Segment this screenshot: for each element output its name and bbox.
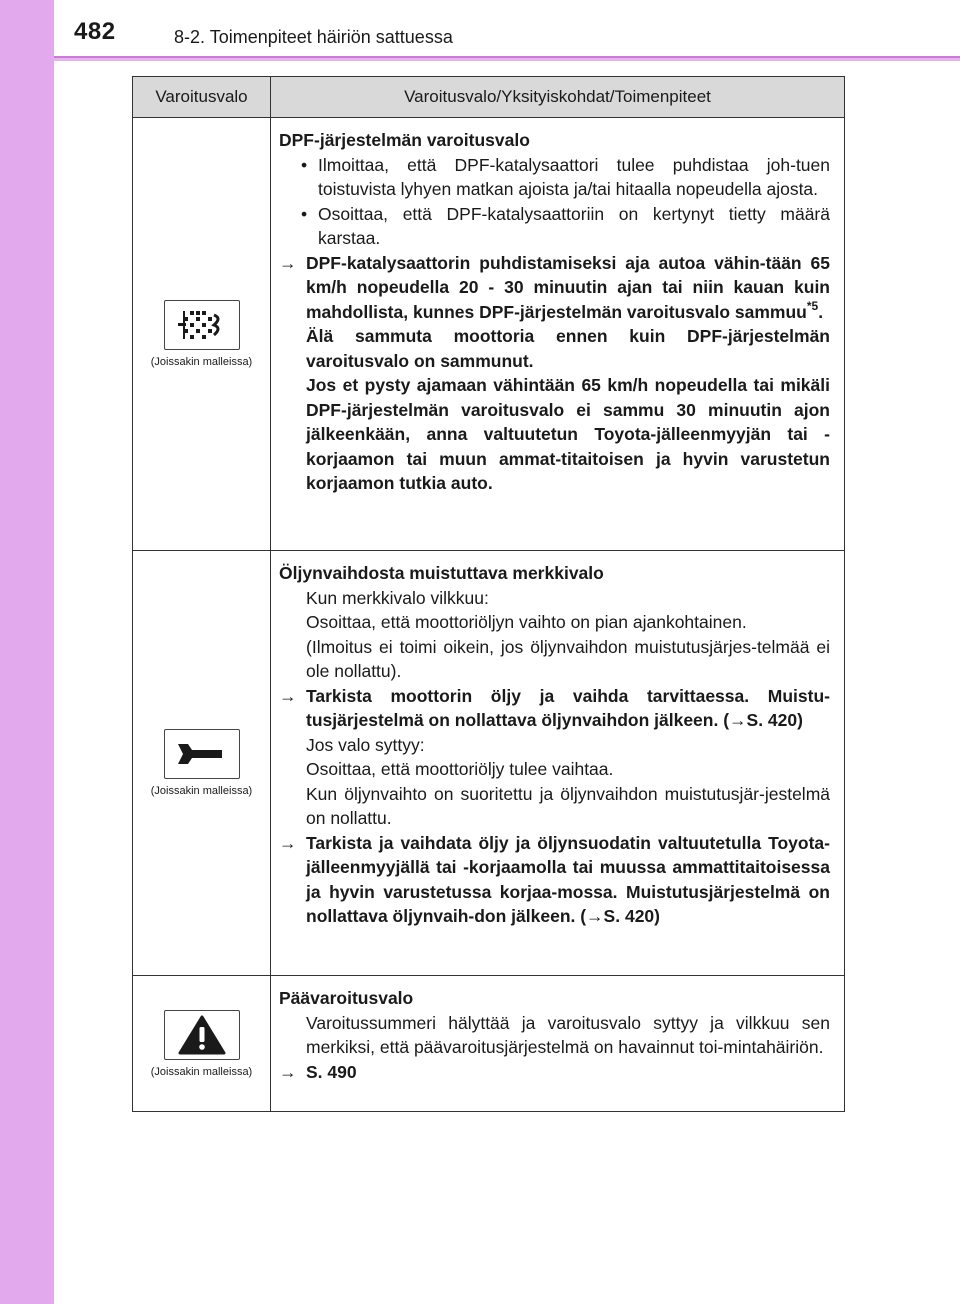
bold-note: Jos et pysty ajamaan vähintään 65 km/h nopeudella tai mikäli DPF-järjestelmän varoitusvalo ei sammu 30 minuutin ajon jälkeenkään, anna valtuutetun Toyota-jälleenmyyjän tai -korjaamon tai muun ammat-titaitoisen ja hyvin varustetun korjaamon tutkia auto. <box>306 375 830 493</box>
list-item <box>279 153 830 202</box>
action-instruction <box>279 251 830 325</box>
arrow-icon: → <box>279 685 297 706</box>
detail-line: Osoittaa, että moottoriöljy tulee vaihtaa. <box>306 759 614 779</box>
icon-cell <box>133 118 271 551</box>
action-text: DPF-katalysaattorin puhdistamiseksi aja autoa vähin-tään 65 km/h nopeudella 20 - 30 minuutin ajan tai niin kauan kuin mahdollista, kunnes DPF-järjestelmän varoitusvalo sammuu <box>306 252 830 322</box>
action-end: . <box>818 301 824 322</box>
row-title: Päävaroitusvalo <box>279 988 414 1008</box>
action-instruction <box>279 831 830 929</box>
warning-lights-table <box>132 76 845 1112</box>
table-row-master-warning <box>133 976 845 1112</box>
detail-line: Osoittaa, että moottoriöljyn vaihto on pian ajankohtainen. <box>306 612 747 632</box>
master-warning-icon <box>164 1010 240 1060</box>
detail-line: Varoitussummeri hälyttää ja varoitusvalo syttyy ja vilkkuu sen merkiksi, että päävaroitusjärjestelmä on havainnut toi-mintahäiriön. <box>306 1012 830 1057</box>
bullet-symbol: • <box>301 154 308 175</box>
table-row-dpf <box>133 118 845 551</box>
arrow-icon: → <box>279 1061 297 1082</box>
action-text: S. 490 <box>306 1061 357 1082</box>
arrow-icon: → <box>279 832 297 853</box>
wrench-icon <box>164 729 240 779</box>
detail-line: Kun merkkivalo vilkkuu: <box>306 587 489 608</box>
action-instruction <box>279 1060 830 1085</box>
row-title: Öljynvaihdosta muistuttava merkkivalo <box>279 563 604 583</box>
bullet-text: Ilmoittaa, että DPF-katalysaattori tulee puhdistaa joh-tuen toistuvista lyhyen matkan ajoista ja/tai hitaalla nopeudella ajosta. <box>318 154 830 199</box>
side-color-band <box>0 0 54 1304</box>
icon-caption: (Joissakin malleissa) <box>150 785 253 797</box>
arrow-icon: → <box>279 252 297 273</box>
icon-caption: (Joissakin malleissa) <box>150 1065 253 1078</box>
list-item <box>279 202 830 251</box>
details-cell <box>271 976 845 1112</box>
details-cell <box>271 551 845 976</box>
table-header-row <box>133 77 845 118</box>
detail-line: Jos valo syttyy: <box>306 734 425 755</box>
footnote-marker: *5 <box>806 298 819 313</box>
action-instruction <box>279 684 830 733</box>
bullet-list <box>279 153 830 251</box>
bullet-text: Osoittaa, että DPF-katalysaattoriin on kertynyt tietty määrä karstaa. <box>318 203 830 248</box>
table-row-oil-change <box>133 551 845 976</box>
header-divider-band <box>54 58 960 61</box>
detail-line: Kun öljynvaihto on suoritettu ja öljynvaihdon muistutusjär-jestelmä on nollattu. <box>306 783 830 828</box>
row-title: DPF-järjestelmän varoitusvalo <box>279 130 530 150</box>
detail-line: (Ilmoitus ei toimi oikein, jos öljynvaihdon muistutusjärjes-telmää ei ole nollattu). <box>306 636 830 681</box>
dpf-filter-warning-icon <box>164 300 240 350</box>
page-header <box>54 0 960 58</box>
action-text: Tarkista ja vaihdata öljy ja öljynsuodatin valtuutetulla Toyota-jälleenmyyjällä tai -korjaamolla tai muussa ammattitaitoisessa ja hyvin varustetussa korjaa-mossa. Muistutusjärjestelmä on nollattava öljynvaih-don jälkeen. (→S. 420) <box>306 832 830 926</box>
bold-note: Älä sammuta moottoria ennen kuin DPF-järjestelmän varoitusvalo on sammunut. <box>306 326 830 371</box>
action-text: Tarkista moottorin öljy ja vaihda tarvittaessa. Muistu-tusjärjestelmä on nollattava öljynvaihdon jälkeen. (→S. 420) <box>306 685 830 730</box>
icon-caption: (Joissakin malleissa) <box>150 356 253 368</box>
bullet-symbol: • <box>301 203 308 224</box>
page-number: 482 <box>74 18 116 45</box>
column-header-warning-light: Varoitusvalo <box>133 77 271 118</box>
section-title: 8-2. Toimenpiteet häiriön sattuessa <box>174 27 453 47</box>
icon-cell <box>133 551 271 976</box>
icon-cell <box>133 976 271 1112</box>
column-header-details: Varoitusvalo/Yksityiskohdat/Toimenpiteet <box>271 77 845 118</box>
details-cell <box>271 118 845 551</box>
